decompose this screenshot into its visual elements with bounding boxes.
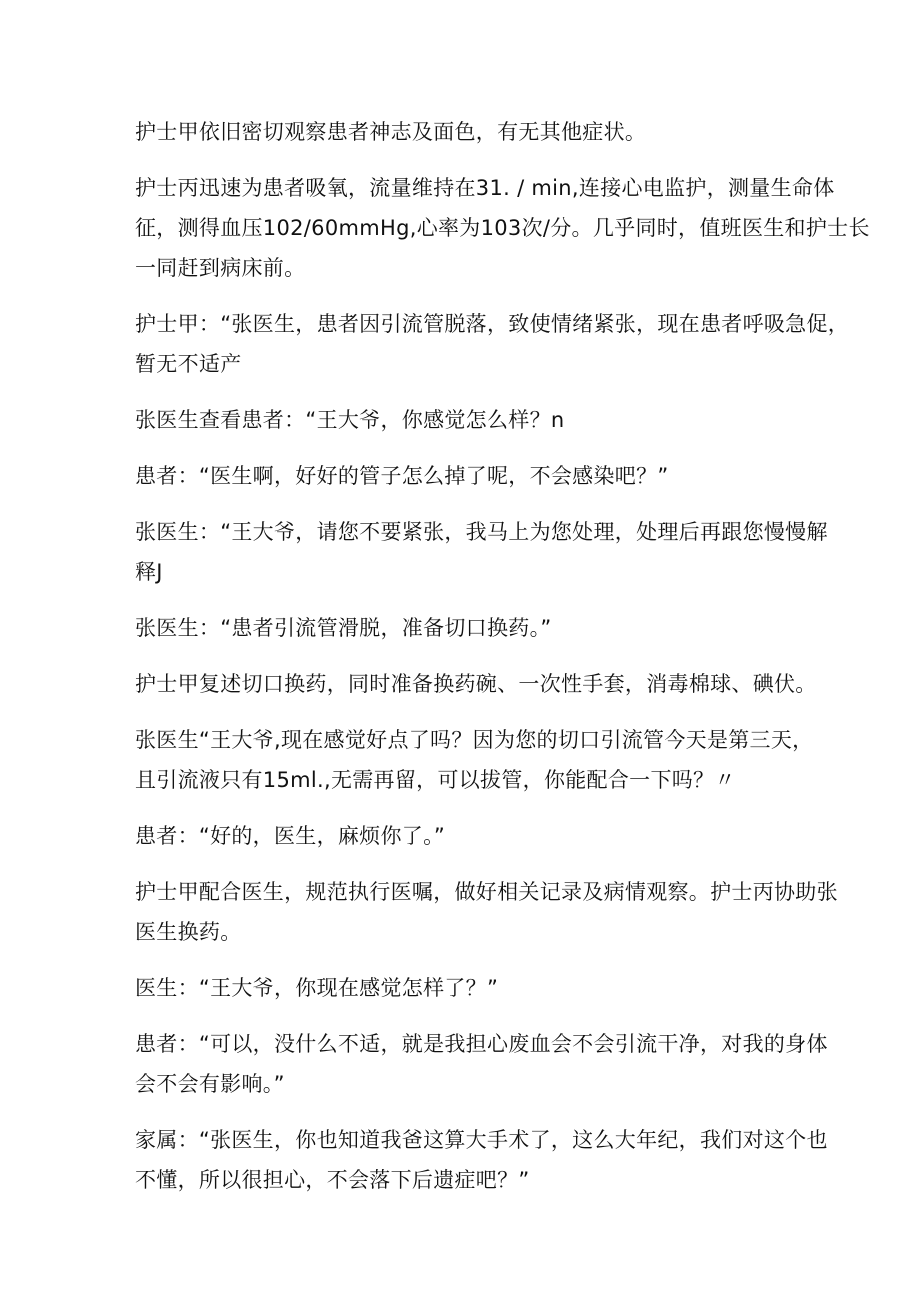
paragraph-line: 张医生“王大爷,现在感觉好点了吗？因为您的切口引流管今天是第三天， [135,728,814,752]
paragraph-line: 患者：“医生啊，好好的管子怎么掉了呢，不会感染吧？” [135,464,669,488]
paragraph-5 [135,456,795,496]
paragraph-8 [135,664,817,704]
paragraph-line: 患者：“可以，没什么不适，就是我担心废血会不会引流干净，对我的身体 [135,1032,828,1056]
paragraph-line: 会不会有影响。” [135,1072,285,1096]
paragraph-line: 张医生查看患者：“王大爷，你感觉怎么样？n [135,408,565,432]
paragraph-1 [135,112,795,152]
paragraph-3 [135,304,850,384]
paragraph-line: 护士甲：“张医生，患者因引流管脱落，致使情绪紧张，现在患者呼吸急促， [135,312,850,336]
paragraph-line: 释J [135,560,163,584]
paragraph-line: 征，测得血压102/60mmHg,心率为103次/分。几乎同时，值班医生和护士长 [135,216,870,240]
paragraph-line: 张医生：“患者引流管滑脱，准备切口换药。” [135,616,552,640]
paragraph-line: 医生换药。 [135,920,242,944]
paragraph-line: 护士甲配合医生，规范执行医嘱，做好相关记录及病情观察。护士丙协助张 [135,880,838,904]
paragraph-line: 且引流液只有15ml.,无需再留，可以拔管，你能配合一下吗？〃 [135,768,736,792]
paragraph-14 [135,1120,828,1200]
paragraph-11 [135,872,838,952]
paragraph-6 [135,512,828,592]
paragraph-13 [135,1024,828,1104]
paragraph-7 [135,608,795,648]
paragraph-line: 护士甲复述切口换药，同时准备换药碗、一次性手套，消毒棉球、碘伏。 [135,672,817,696]
paragraph-line: 家属：“张医生，你也知道我爸这算大手术了，这么大年纪，我们对这个也 [135,1128,828,1152]
paragraph-9 [135,720,814,800]
paragraph-line: 医生：“王大爷，你现在感觉怎样了？” [135,976,499,1000]
paragraph-line: 护士甲依旧密切观察患者神志及面色，有无其他症状。 [135,120,647,144]
paragraph-line: 张医生：“王大爷，请您不要紧张，我马上为您处理，处理后再跟您慢慢解 [135,520,828,544]
paragraph-line: 不懂，所以很担心，不会落下后遗症吧？” [135,1168,530,1192]
paragraph-12 [135,968,795,1008]
paragraph-line: 患者：“好的，医生，麻烦你了。” [135,824,446,848]
document-body [135,112,870,1216]
paragraph-4 [135,400,795,440]
paragraph-2 [135,168,870,288]
paragraph-10 [135,816,795,856]
paragraph-line: 暂无不适产 [135,352,242,376]
paragraph-line: 护士丙迅速为患者吸氧，流量维持在31. / min,连接心电监护，测量生命体 [135,176,835,200]
paragraph-line: 一同赶到病床前。 [135,256,306,280]
